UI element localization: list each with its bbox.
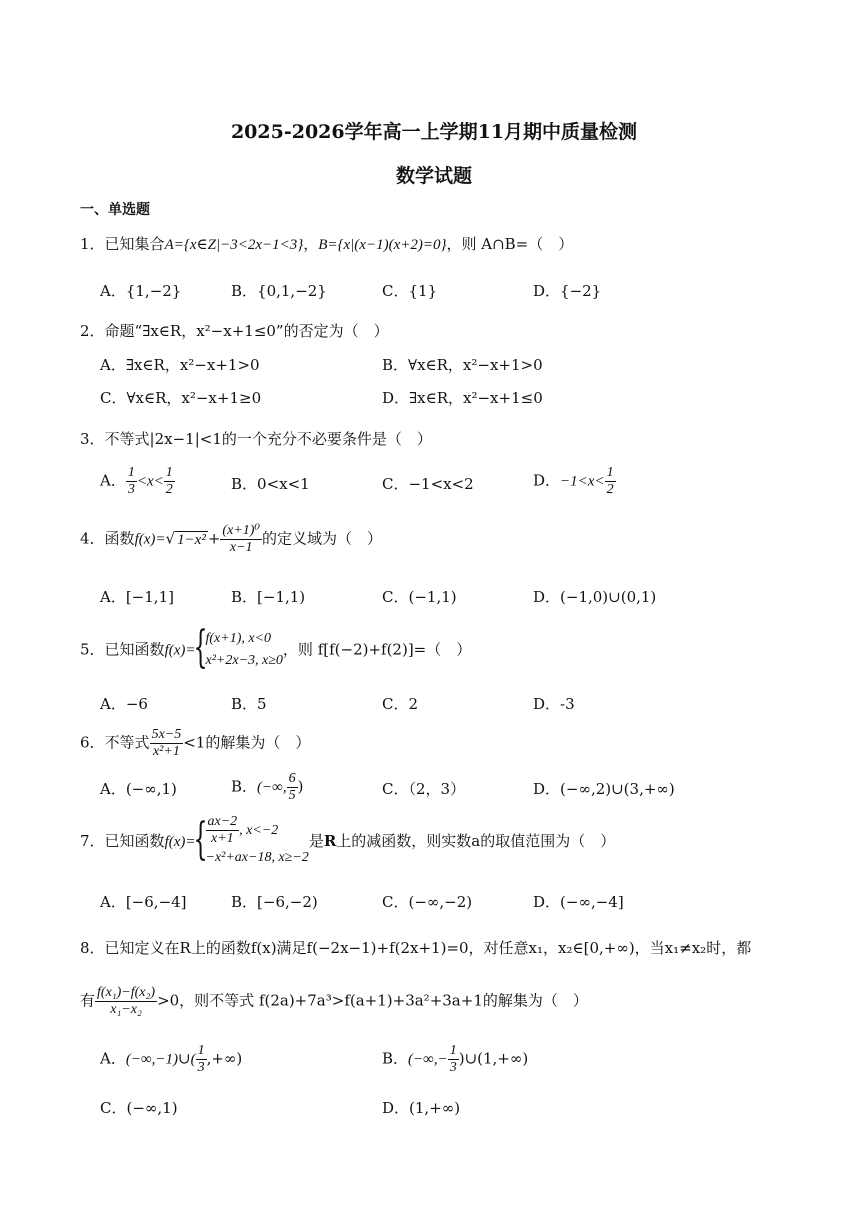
separator: ， [303, 235, 319, 253]
q7-option-b: B．[−6,−2) [231, 893, 318, 911]
fraction-denominator: 3 [197, 1060, 205, 1076]
inequality: −1<x< [560, 473, 605, 490]
set-a: A={x∈Z|−3<2x−1<3} [164, 237, 304, 253]
option-label: B． [382, 1049, 409, 1068]
q1-option-a: A．{1,−2} [100, 282, 182, 300]
q7-option-d: D．(−∞,−4] [533, 893, 624, 911]
piece-condition: , x<−2 [239, 822, 279, 838]
q4-option-c: C．(−1,1) [382, 588, 457, 606]
piece-case: x²+2x−3, x≥0 [205, 653, 283, 669]
fraction-denominator: 2 [606, 482, 614, 498]
interval: )∪(1,+∞) [458, 1049, 529, 1068]
function-name: f(x)= [164, 642, 196, 659]
option-label: D． [533, 471, 561, 490]
fraction-numerator: 1 [605, 465, 616, 482]
question-text: 有 [80, 991, 96, 1010]
q5-option-b: B．5 [231, 695, 267, 713]
question-6 [80, 727, 310, 760]
question-number: 3． [80, 430, 105, 448]
option-label: A． [100, 1049, 126, 1068]
q3-option-c: C．−1<x<2 [382, 475, 474, 493]
fraction-denominator: 5 [288, 788, 296, 804]
fraction-numerator: 1 [164, 465, 175, 482]
q2-option-b: B．∀x∈R，x²−x+1>0 [382, 356, 543, 374]
interval: (−∞,−1)∪( [125, 1051, 196, 1068]
question-text: <1的解集为（ ） [183, 733, 311, 752]
fraction-denominator: x−1 [229, 540, 253, 556]
q2-option-a: A．∃x∈R，x²−x+1>0 [100, 356, 260, 374]
question-text: 不等式 [104, 733, 150, 752]
q6-option-c: C．（2，3） [382, 780, 466, 798]
q5-option-a: A．−6 [100, 695, 148, 713]
option-label: A． [100, 471, 126, 490]
inequality: <x< [136, 473, 164, 490]
piece-case: { f(x+1), x<0 [205, 631, 272, 646]
fraction-denominator: 2 [165, 482, 173, 498]
question-text: 已知定义在R上的函数f(x)满足f(−2x−1)+f(2x+1)=0，对任意x₁，x₂∈[0,+∞)，当x₁≠x₂时，都 [104, 939, 752, 957]
question-8-line-1 [80, 937, 751, 958]
function-name: f(x)= [164, 833, 196, 850]
question-text: ，则 A∩B=（ ） [446, 235, 574, 253]
interval: (−∞, [257, 779, 287, 796]
question-number: 6． [80, 733, 105, 752]
question-text: 函数 [104, 529, 135, 548]
q5-option-d: D．-3 [533, 695, 575, 713]
plus-sign: + [207, 529, 221, 548]
question-text: 是 [308, 831, 324, 850]
q7-option-c: C．(−∞,−2) [382, 893, 473, 911]
exam-title: 2025-2026学年高一上学期11月期中质量检测 [230, 121, 638, 143]
q6-option-a: A．(−∞,1) [100, 780, 177, 798]
question-number: 8． [80, 939, 105, 957]
question-text: 上的减函数，则实数a的取值范围为（ ） [336, 831, 616, 850]
q8-option-c: C．(−∞,1) [100, 1099, 178, 1117]
q5-option-c: C．2 [382, 695, 419, 713]
option-label: B． [231, 777, 258, 796]
section-heading: 一、单选题 [80, 202, 150, 218]
fraction-denominator: 3 [127, 482, 135, 498]
fraction-numerator: 1 [126, 465, 137, 482]
question-text: 的定义域为（ ） [262, 529, 383, 548]
interval: (−∞,− [408, 1051, 448, 1068]
exam-subtitle: 数学试题 [395, 165, 472, 187]
question-5 [80, 628, 471, 673]
real-set: R [323, 831, 337, 850]
function-name: f(x)= [134, 531, 166, 548]
q3-option-d [533, 465, 616, 498]
fraction-denominator: x+1 [211, 831, 234, 847]
q2-option-d: D．∃x∈R，x²−x+1≤0 [382, 389, 543, 407]
q6-option-d: D．(−∞,2)∪(3,+∞) [533, 780, 675, 798]
question-4: 4．函数f(x)=√ 1−x² + $\frac{\text{(x+1)⁰}}{x-1}$ 的定义域为（ ） [80, 523, 383, 556]
question-text: >0，则不等式 f(2a)+7a³>f(a+1)+3a²+3a+1的解集为（ ） [157, 991, 588, 1010]
fraction-numerator: 1 [448, 1043, 459, 1060]
q3-option-b: B．0<x<1 [231, 475, 310, 493]
fraction-denominator: x²+1 [152, 744, 180, 760]
fraction-numerator: 1 [196, 1043, 207, 1060]
fraction-numerator: f(x₁)−f(x₂) [95, 985, 157, 1002]
question-number: 7． [80, 831, 105, 850]
q4-option-a: A．[−1,1] [100, 588, 174, 606]
q8-option-d: D．(1,+∞) [382, 1099, 461, 1117]
q4-option-b: B．[−1,1) [231, 588, 306, 606]
fraction-numerator: (x+1)⁰ [220, 523, 262, 540]
question-text: 已知函数 [104, 831, 165, 850]
question-text: ，则 f[f(−2)+f(2)]=（ ） [282, 640, 472, 659]
fraction-numerator: 6 [287, 771, 298, 788]
question-number: 4． [80, 529, 105, 548]
question-7 [80, 814, 615, 870]
q6-option-b [231, 771, 303, 804]
question-8-line-2 [80, 985, 588, 1018]
piece-case: −x²+ax−18, x≥−2 [205, 850, 309, 866]
interval: ) [297, 777, 304, 796]
question-1 [80, 233, 573, 254]
fraction-numerator: { ax−2 [206, 814, 240, 831]
q1-option-d: D．{−2} [533, 282, 602, 300]
q1-option-c: C．{1} [382, 282, 438, 300]
q2-option-c: C．∀x∈R，x²−x+1≥0 [100, 389, 262, 407]
q8-option-a [100, 1043, 242, 1076]
q1-option-b: B．{0,1,−2} [231, 282, 327, 300]
q3-option-a [100, 465, 175, 498]
piecewise-function [196, 814, 309, 870]
question-2: 2．命题“∃x∈R，x²−x+1≤0”的否定为（ ） [80, 322, 389, 340]
fraction-denominator: 3 [449, 1060, 457, 1076]
question-number: 1． [80, 235, 105, 253]
question-text: 已知集合 [104, 235, 165, 253]
question-text: 不等式|2x−1|<1的一个充分不必要条件是（ ） [104, 430, 432, 448]
q8-option-b [382, 1043, 528, 1076]
question-text: 已知函数 [104, 640, 165, 659]
fraction-denominator: x₁−x₂ [110, 1002, 142, 1018]
interval: ,+∞) [206, 1049, 243, 1068]
piecewise-function [196, 628, 283, 673]
square-root: 1−x² [177, 531, 206, 548]
question-3 [80, 428, 432, 449]
q7-option-a: A．[−6,−4] [100, 893, 187, 911]
set-b: B={x|(x−1)(x+2)=0} [318, 237, 447, 253]
q4-option-d: D．(−1,0)∪(0,1) [533, 588, 657, 606]
fraction-numerator: 5x−5 [150, 727, 184, 744]
question-number: 5． [80, 640, 105, 659]
